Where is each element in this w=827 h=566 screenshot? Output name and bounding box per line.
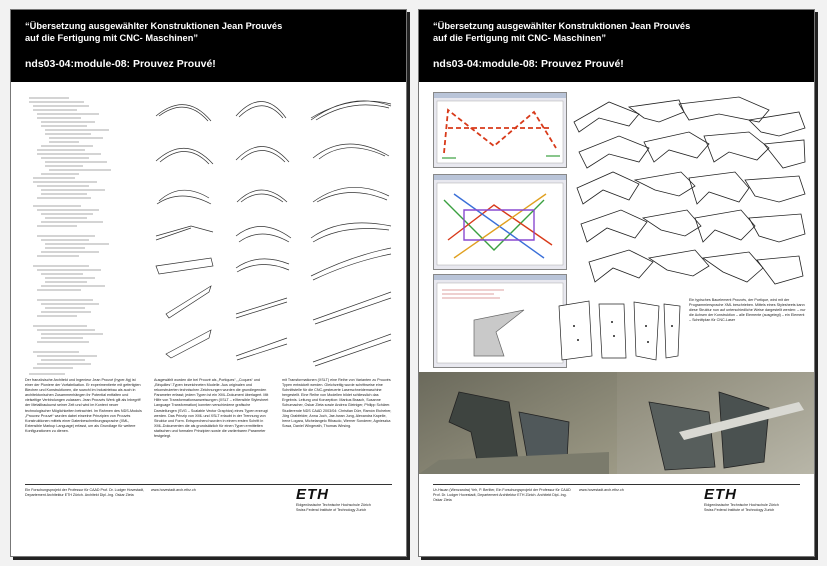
eth-logo: ETH — [296, 486, 329, 503]
footer-rule — [25, 484, 392, 485]
project-url[interactable]: www.hovestadt.arch.ethz.ch — [579, 488, 624, 492]
profile-arch-1 — [156, 105, 211, 121]
profile-arch-9 — [313, 187, 389, 202]
axes-drawing — [434, 98, 566, 166]
title-band — [419, 10, 814, 82]
model-photos — [419, 372, 814, 474]
profile-beam-3 — [236, 338, 287, 360]
profile-beam-1 — [236, 298, 287, 318]
xml-code-listing — [29, 96, 159, 378]
profile-arch-7 — [157, 190, 211, 204]
profile-arch-10 — [236, 226, 291, 242]
profile-wedge-1 — [156, 226, 213, 240]
profile-beam-2 — [313, 292, 391, 324]
profile-arch-13 — [311, 248, 391, 280]
software-screenshot-element — [433, 274, 567, 368]
profile-arch-8 — [237, 190, 287, 202]
elements-drawing — [434, 180, 566, 268]
intro-text-col1: Der französische Architekt und Ingenieur Jean Prouvé (hyper-fig) ist einer der Pioniere der Vorfabrikation. Er experimentierte mit gefertigten Blechen und Konstruktionen, die sowohl im Industriebau als auch in architektonischen Zusammenhängen ihr Potential entfalten und vielseitige Verbindungen zulassen. Jean Prouvés Werk gilt als Inbegriff der Metallbaukunst seiner Zeit und wird im Kontext neuer technologischer Möglichkeiten betrachtet. Im Rahmen des NDS-Moduls „Prouvez Prouvé“ wurden dabei einzelne Prinzipien von Prouvés Konstruktionen mittels einer Datenbeschreibungssprache (XML, Extensible Markup Language) erfasst, um als Grundlage für weitere Konfigurationen zu dienen. — [25, 378, 142, 433]
profile-arch-3 — [311, 101, 391, 120]
poster-left — [10, 9, 407, 557]
eth-subtitle: Eidgenössische Technische Hochschule Zürich Swiss Federal Institute of Technology Zurich — [296, 503, 371, 512]
credits-note: Ur-Hsuan (Wenzandra) Yeh, P. Berliter, Ein Forschungsprojekt der Professur für CAAD Prof. Dr. Ludger Hovestadt, Departement Architektur ETH Zürich. Architekt Dipl.-Ing. Oskar Zieta — [433, 488, 571, 502]
profile-beam-4 — [313, 334, 391, 366]
cnc-panel-parts — [554, 296, 684, 366]
single-element-drawing — [434, 280, 566, 366]
profile-wedge-3 — [166, 286, 211, 318]
funding-note: Ein Forschungsprojekt der Professur für CAAD Prof. Dr. Ludger Hovestadt, Departement Architektur ETH Zürich. Architekt Dipl.-Ing. Oskar Zieta — [25, 488, 145, 497]
poster-title: “Übersetzung ausgewählter Konstruktionen Jean Prouvés auf die Fertigung mit CNC- Maschinen” — [25, 21, 283, 43]
cnc-cutting-layout — [569, 92, 809, 292]
module-heading: nds03-04:module-08: Prouvez Prouvé! — [25, 58, 216, 70]
poster-right — [418, 9, 815, 557]
software-screenshot-axes — [433, 92, 567, 168]
profile-wedge-2 — [156, 258, 213, 274]
profile-arch-6 — [313, 144, 389, 159]
intro-text-col3: mit Transformationen (XSLT) eine Reihe von Varianten zu Prouvés Typen entwickelt werden. Gleichzeitig wurde schrittweise eine Schnittstelle für die CNC-gesteuerte Laserschneidemaschine hergestellt. Eine Reihe von Modellen bildet schliesslich das Ergebnis. Leitung und Konzeption: Markus Braach, Susanne Schumacher, Oskar Zieta sowie Andrea Gleiniger, Philipp Schärer. Studierende NDS CAAD 2003/04: Christian Dürr, Ramón Etcheber, Jörg Grabfelder, Anna Joch, Jae-hwan Jung, Alexandra Kapelle, Irene Logara, Michelangelo Ribaudo, Werner Sonderer, Agnieszka Sowa, Daniel Wingerath, Thomas Wirsing. — [282, 378, 392, 428]
caption-text: Ein typisches Bauelement Prouvés, der Portique, wird mit der Programmiersprache XML beschrieben. Mittels eines Stylesheets kann diese Struktur nun auf unterschiedliche Weise dargestellt werden: – nur die Achsen der Konstruktion – alle Elemente (ausgelegt) – ein Element – Schnittplan für CNC-Laser — [689, 298, 806, 323]
profile-arch-12 — [236, 259, 289, 272]
profile-arch-2 — [236, 101, 286, 118]
profile-arch-5 — [236, 146, 289, 162]
profile-variants-grid — [151, 86, 401, 376]
project-url[interactable]: www.hovestadt.arch.ethz.ch — [151, 488, 196, 492]
footer-rule — [433, 484, 800, 485]
software-screenshot-elements — [433, 174, 567, 270]
eth-logo: ETH — [704, 486, 737, 503]
intro-text-col2: Ausgewählt wurden die bei Prouvé als „Portiques“, „Coques“ und „Béquilles“-Typen bezeichneten Modelle. Aus originalen und rekonstruierten technischen Zeichnungen wurden die grundlegenden Parameter erfasst; jedem Typen ist ein XML-Dokument überlagert. Mit Hilfe von Transformationsanweisungen (XSLT – eXtensible Stylesheet Language Transformation) konnten verschiedene grafische Darstellungen (SVG – Scalable Vector Graphics) eines Typen erzeugt werden. Das Prinzip von XML und XSLT erlaubt in der Trennung von Struktur und Form. Entsprechend wurden in einem ersten Schritt in XML-Dokumenten die als grundsätzlich für einen Typen ermittelten statischen und formalen Prinzipien sowie die variierbaren Parameter festgelegt. — [154, 378, 269, 439]
profile-arch-4 — [156, 148, 213, 164]
poster-title: “Übersetzung ausgewählter Konstruktionen Jean Prouvés auf die Fertigung mit CNC- Maschinen” — [433, 21, 691, 43]
profile-arch-11 — [311, 223, 391, 242]
module-heading: nds03-04:module-08: Prouvez Prouvé! — [433, 58, 624, 70]
eth-subtitle: Eidgenössische Technische Hochschule Zürich Swiss Federal Institute of Technology Zurich — [704, 503, 779, 512]
title-band — [11, 10, 406, 82]
profile-wedge-4 — [166, 330, 211, 358]
